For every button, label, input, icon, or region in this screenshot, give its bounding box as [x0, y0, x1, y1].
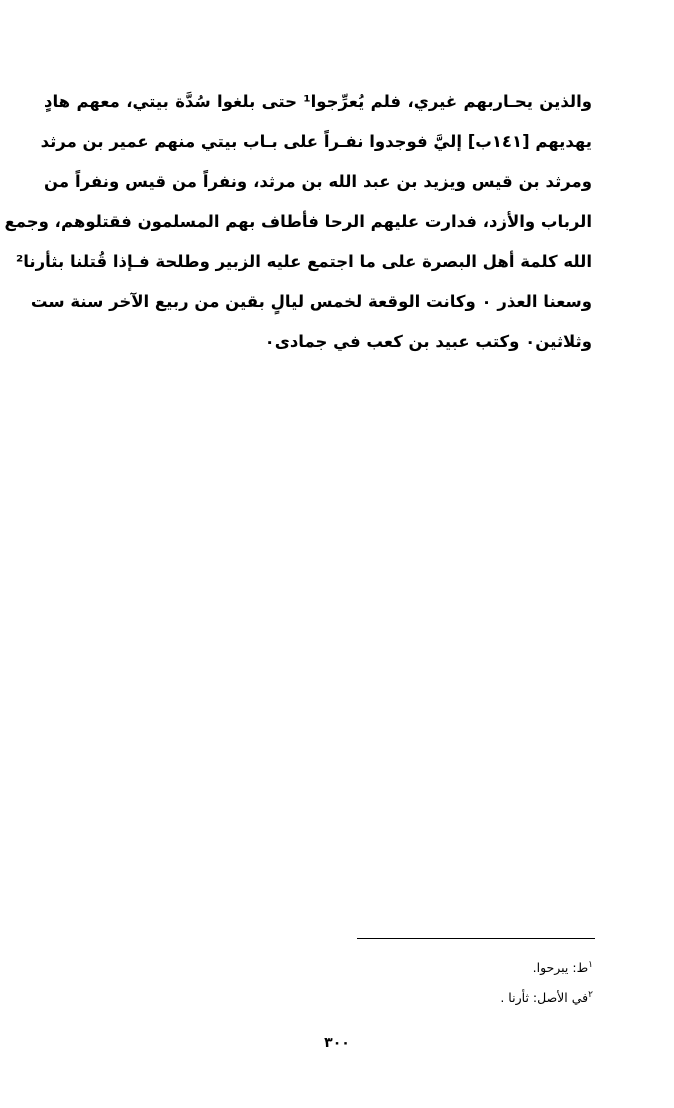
footnote-separator — [357, 938, 595, 939]
footnote-1-marker: ١ — [588, 959, 593, 970]
footnotes — [300, 953, 593, 1013]
footnote-2-marker: ٢ — [588, 989, 593, 1000]
main-text-block — [4, 82, 592, 362]
text-line-7: وثلاثين٠ وكتب عبيد بن كعب في جمادى٠ — [264, 332, 592, 351]
text-line-6: وسعنا العذر ٠ وكانت الوقعة لخمس ليالٍ بقين من ربيع الآخر سنة ست — [30, 292, 592, 311]
text-line-5: الله كلمة أهل البصرة على ما اجتمع عليه الزبير وطلحة فـإذا قُتلنا بثأرنا² — [15, 252, 592, 271]
footnote-1 — [300, 953, 593, 983]
text-line-1: والذين يحـاربهم غيري، فلم يُعرِّجوا¹ حتى بلغوا سُدَّة بيتي، معهم هادٍ — [44, 92, 592, 111]
text-line-2: يهديهم [١٤١ب] إليَّ فوجدوا نفـراً على بـاب بيتي منهم عمير بن مرثد — [40, 132, 592, 151]
footnote-2-text: في الأصل: ثأرنا . — [500, 990, 589, 1005]
footnote-1-text: ط: يبرحوا. — [532, 960, 589, 975]
footnote-2 — [300, 983, 593, 1013]
text-line-4: الرباب والأزد، فدارت عليهم الرحا فأطاف بهم المسلمون فقتلوهم، وجمع — [4, 212, 592, 231]
page-number: ٣٠٠ — [324, 1035, 350, 1051]
text-line-3: ومرثد بن قيس ويزيد بن عبد الله بن مرثد، ونفراً من قيس ونفراً من — [44, 172, 592, 191]
